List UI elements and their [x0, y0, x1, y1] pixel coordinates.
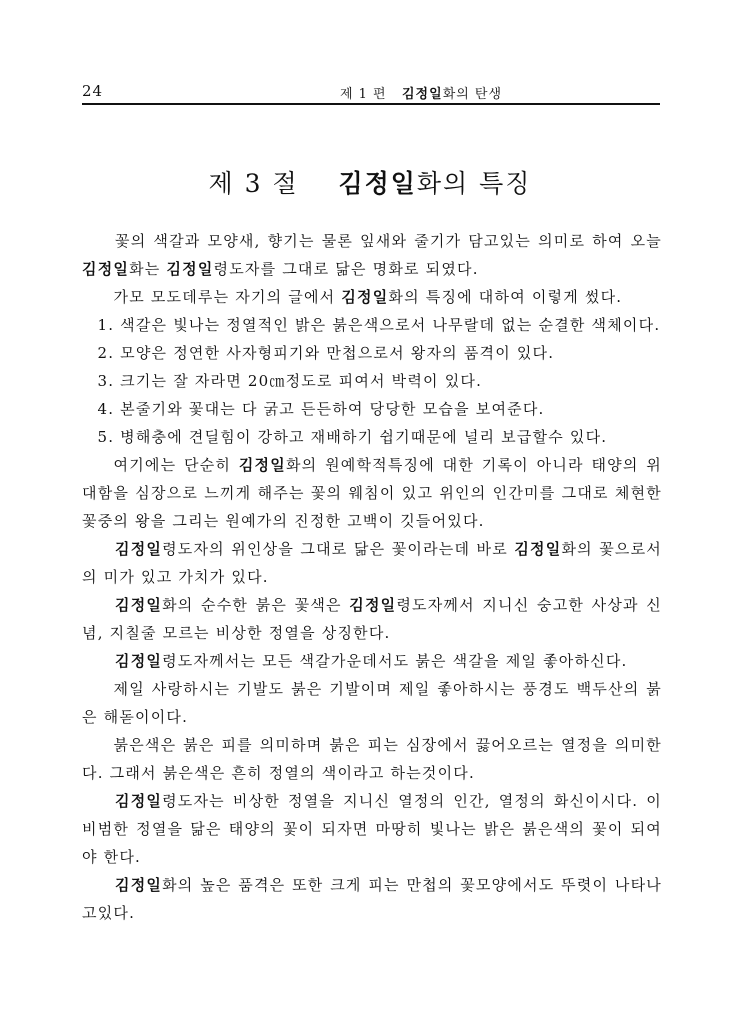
paragraph-text: 화의 높은 품격은 또한 크게 피는 만첩의 꽃모양에서도 뚜렷이 나타나고있다.	[82, 876, 662, 922]
section-number: 제 3 절	[208, 169, 299, 198]
list-item: 5. 병해충에 견딜힘이 강하고 재배하기 쉽기때문에 널리 보급할수 있다.	[97, 428, 608, 446]
bold-name: 김정일	[115, 540, 163, 558]
paragraph-2	[82, 283, 662, 311]
bold-name: 김정일	[166, 260, 214, 278]
paragraph-text: 령도자는 비상한 정열을 지니신 열정의 인간, 열정의 화신이시다. 이 비범한 정열을 닮은 태양의 꽃이 되자면 마땅히 빛나는 밝은 붉은색의 꽃이 되여야 한다.	[82, 792, 662, 866]
paragraph-3	[82, 451, 662, 535]
section-title-suffix: 화의 특징	[416, 169, 532, 198]
section-title-name: 김정일	[338, 169, 417, 198]
bold-name: 김정일	[514, 540, 562, 558]
bold-name: 김정일	[115, 596, 163, 614]
paragraph-text: 화의 꽃으로서의 미가 있고 가치가 있다.	[82, 540, 662, 586]
paragraph-text: 화의 특징에 대하여 이렇게 썼다.	[388, 288, 623, 306]
paragraph-text: 령도자께서는 모든 색갈가운데서도 붉은 색갈을 제일 좋아하신다.	[162, 652, 628, 670]
paragraph-text: 화는	[129, 260, 167, 278]
section-title	[0, 164, 740, 200]
paragraph-7: 제일 사랑하시는 기발도 붉은 기발이며 제일 좋아하시는 풍경도 백두산의 붉은 해돋이이다.	[82, 680, 662, 726]
paragraph-1	[82, 227, 662, 283]
body-text	[82, 227, 662, 927]
bold-name: 김정일	[115, 792, 163, 810]
paragraph-4	[82, 535, 662, 591]
list-item: 3. 크기는 잘 자라면 20㎝정도로 피여서 박력이 있다.	[97, 372, 483, 390]
list-item: 2. 모양은 정연한 사자형피기와 만첩으로서 왕자의 품격이 있다.	[97, 344, 555, 362]
paragraph-9	[82, 787, 662, 871]
bold-name: 김정일	[341, 288, 389, 306]
list-item: 1. 색갈은 빛나는 정열적인 밝은 붉은색으로서 나무랄데 없는 순결한 색체이다.	[97, 316, 661, 334]
bold-name: 김정일	[238, 456, 286, 474]
paragraph-text: 가모 모도데루는 자기의 글에서	[113, 288, 342, 306]
running-title	[82, 83, 660, 102]
bold-name: 김정일	[115, 876, 163, 894]
paragraph-6	[82, 647, 662, 675]
header-rule	[82, 103, 660, 105]
page-number: 24	[82, 82, 104, 100]
page-header	[82, 82, 660, 102]
running-part: 제 1 편	[339, 87, 387, 102]
paragraph-8: 붉은색은 붉은 피를 의미하며 붉은 피는 심장에서 끓어오르는 열정을 의미한다. 그래서 붉은색은 흔히 정열의 색이라고 하는것이다.	[82, 736, 662, 782]
paragraph-text: 령도자께서 지니신 숭고한 사상과 신념, 지칠줄 모르는 비상한 정열을 상징한다.	[82, 596, 662, 642]
paragraph-text: 령도자의 위인상을 그대로 닮은 꽃이라는데 바로	[162, 540, 515, 558]
bold-name: 김정일	[349, 596, 397, 614]
paragraph-text: 령도자를 그대로 닮은 명화로 되였다.	[213, 260, 479, 278]
paragraph-text: 화의 순수한 붉은 꽃색은	[162, 596, 350, 614]
running-suffix: 화의 탄생	[442, 87, 503, 102]
bold-name: 김정일	[115, 652, 163, 670]
paragraph-text: 여기에는 단순히	[113, 456, 239, 474]
bold-name: 김정일	[82, 260, 130, 278]
list-item: 4. 본줄기와 꽃대는 다 굵고 든든하여 당당한 모습을 보여준다.	[97, 400, 545, 418]
paragraph-5	[82, 591, 662, 647]
paragraph-text: 꽃의 색갈과 모양새, 향기는 물론 잎새와 줄기가 담고있는 의미로 하여 오늘	[115, 232, 662, 250]
paragraph-text: 화의 원예학적특징에 대한 기록이 아니라 태양의 위대함을 심장으로 느끼게 해주는 꽃의 웨침이 있고 위인의 인간미를 그대로 체현한 꽃중의 왕을 그리는 원예가의 진정한 고백이 깃들어있다.	[82, 456, 662, 530]
paragraph-10	[82, 871, 662, 927]
running-name: 김정일	[402, 87, 443, 102]
